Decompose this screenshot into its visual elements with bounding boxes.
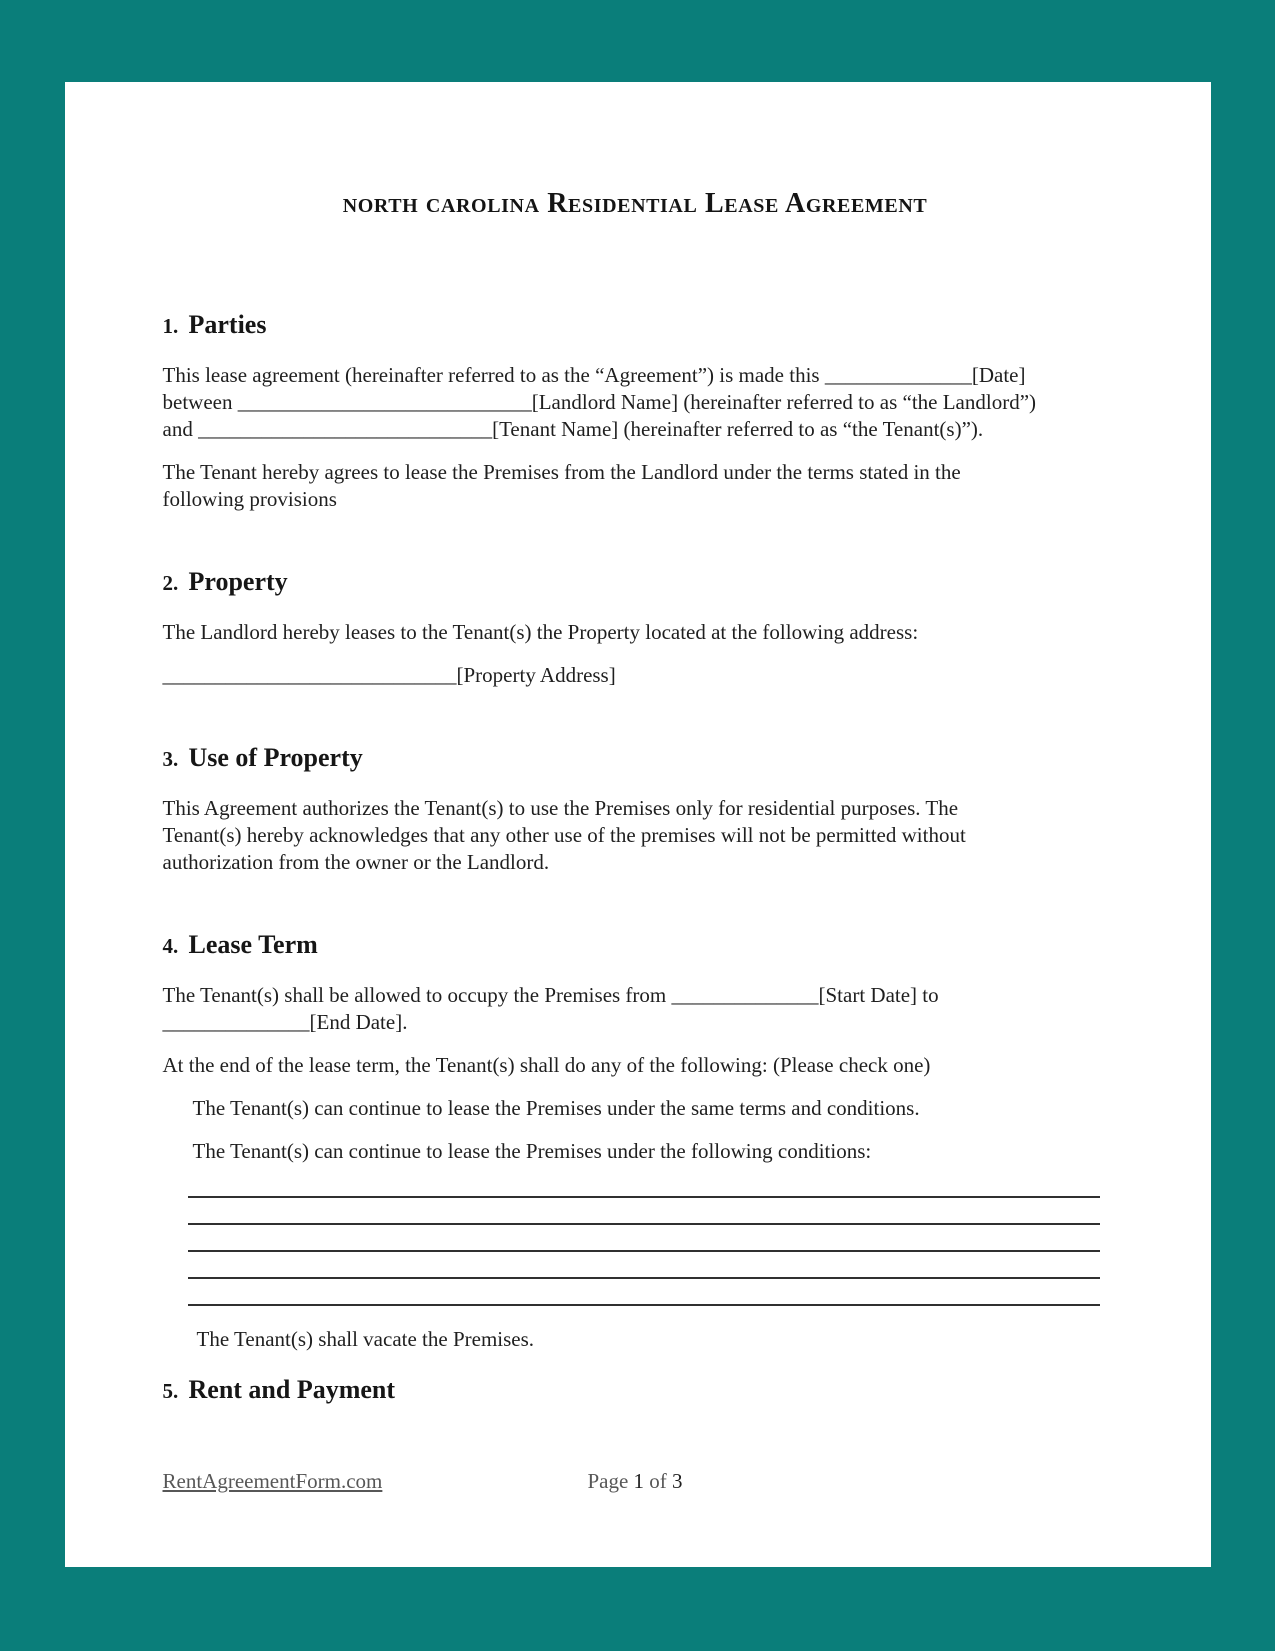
section-3-heading	[163, 743, 1108, 773]
option-label: The Tenant(s) can continue to lease the Premises under the following conditions:	[192, 1139, 872, 1163]
section-5-title: Rent and Payment	[188, 1375, 396, 1404]
page-total: 3	[672, 1469, 683, 1493]
section-property	[163, 567, 1108, 689]
paragraph-line: This Agreement authorizes the Tenant(s) to use the Premises only for residential purposes. The	[162, 796, 959, 820]
paragraph-line: following provisions	[162, 487, 337, 511]
property-address-blank[interactable]	[163, 662, 1108, 689]
section-1-heading	[163, 310, 1108, 340]
paragraph-line: The Tenant(s) shall be allowed to occupy the Premises from ______________[Start Date] to	[162, 983, 939, 1007]
section-3-title: Use of Property	[188, 743, 363, 772]
conditions-blank-line[interactable]	[188, 1225, 1100, 1252]
section-2-number: 2.	[162, 571, 179, 595]
section-4-heading	[163, 930, 1108, 960]
site-link[interactable]: RentAgreementForm.com	[162, 1469, 383, 1493]
section-5-heading	[163, 1375, 1108, 1405]
conditions-blank-line[interactable]	[188, 1252, 1100, 1279]
section-5-number: 5.	[162, 1379, 179, 1403]
conditions-blank-lines	[163, 1171, 1100, 1306]
paragraph-line: between ____________________________[Landlord Name] (hereinafter referred to as “the Landlord”)	[162, 390, 1037, 414]
page-footer	[163, 1468, 1108, 1495]
section-use-of-property	[163, 743, 1108, 876]
parties-agreement-paragraph	[163, 459, 1108, 513]
option-label: The Tenant(s) shall vacate the Premises.	[196, 1327, 535, 1351]
section-lease-term	[163, 930, 1108, 1353]
option-continue-new-conditions	[163, 1138, 1108, 1165]
paragraph-line: and ____________________________[Tenant Name] (hereinafter referred to as “the Tenant(s)”).	[162, 417, 984, 441]
paragraph-line: The Tenant hereby agrees to lease the Premises from the Landlord under the terms stated in the	[162, 460, 961, 484]
paragraph-line: authorization from the owner or the Landlord.	[162, 850, 550, 874]
parties-intro-paragraph	[163, 362, 1108, 443]
document-title: north carolina Residential Lease Agreement	[342, 188, 928, 219]
section-2-title: Property	[188, 567, 288, 596]
option-continue-same-terms	[163, 1095, 1108, 1122]
conditions-blank-line[interactable]	[188, 1279, 1100, 1306]
section-rent-and-payment	[163, 1375, 1108, 1405]
section-4-number: 4.	[162, 934, 179, 958]
paragraph-line: The Landlord hereby leases to the Tenant(s) the Property located at the following address:	[162, 620, 919, 644]
page-word: Page	[587, 1469, 629, 1493]
section-1-number: 1.	[162, 314, 179, 338]
section-1-title: Parties	[188, 310, 267, 339]
paragraph-line: This lease agreement (hereinafter referred to as the “Agreement”) is made this ______________[Date]	[162, 363, 1026, 387]
end-of-term-intro	[163, 1052, 1108, 1079]
conditions-blank-line[interactable]	[188, 1171, 1100, 1198]
option-label: The Tenant(s) can continue to lease the Premises under the same terms and conditions.	[192, 1096, 920, 1120]
paragraph-line: Tenant(s) hereby acknowledges that any other use of the premises will not be permitted without	[162, 823, 966, 847]
fill-in-line[interactable]: ____________________________[Property Address]	[162, 663, 616, 687]
page-indicator	[587, 1468, 682, 1495]
conditions-blank-line[interactable]	[188, 1198, 1100, 1225]
section-parties	[163, 310, 1108, 513]
option-vacate-premises	[163, 1326, 1108, 1353]
section-3-number: 3.	[162, 747, 179, 771]
paragraph-line: ______________[End Date].	[162, 1010, 408, 1034]
lease-term-paragraph	[163, 982, 1108, 1036]
of-word: of	[649, 1469, 667, 1493]
page-number: 1	[633, 1469, 645, 1493]
property-paragraph	[163, 619, 1108, 646]
section-4-title: Lease Term	[188, 930, 318, 959]
paragraph-line: At the end of the lease term, the Tenant(s) shall do any of the following: (Please check one)	[162, 1053, 931, 1077]
section-2-heading	[163, 567, 1108, 597]
document-page	[65, 82, 1211, 1567]
use-of-property-paragraph	[163, 795, 1108, 876]
